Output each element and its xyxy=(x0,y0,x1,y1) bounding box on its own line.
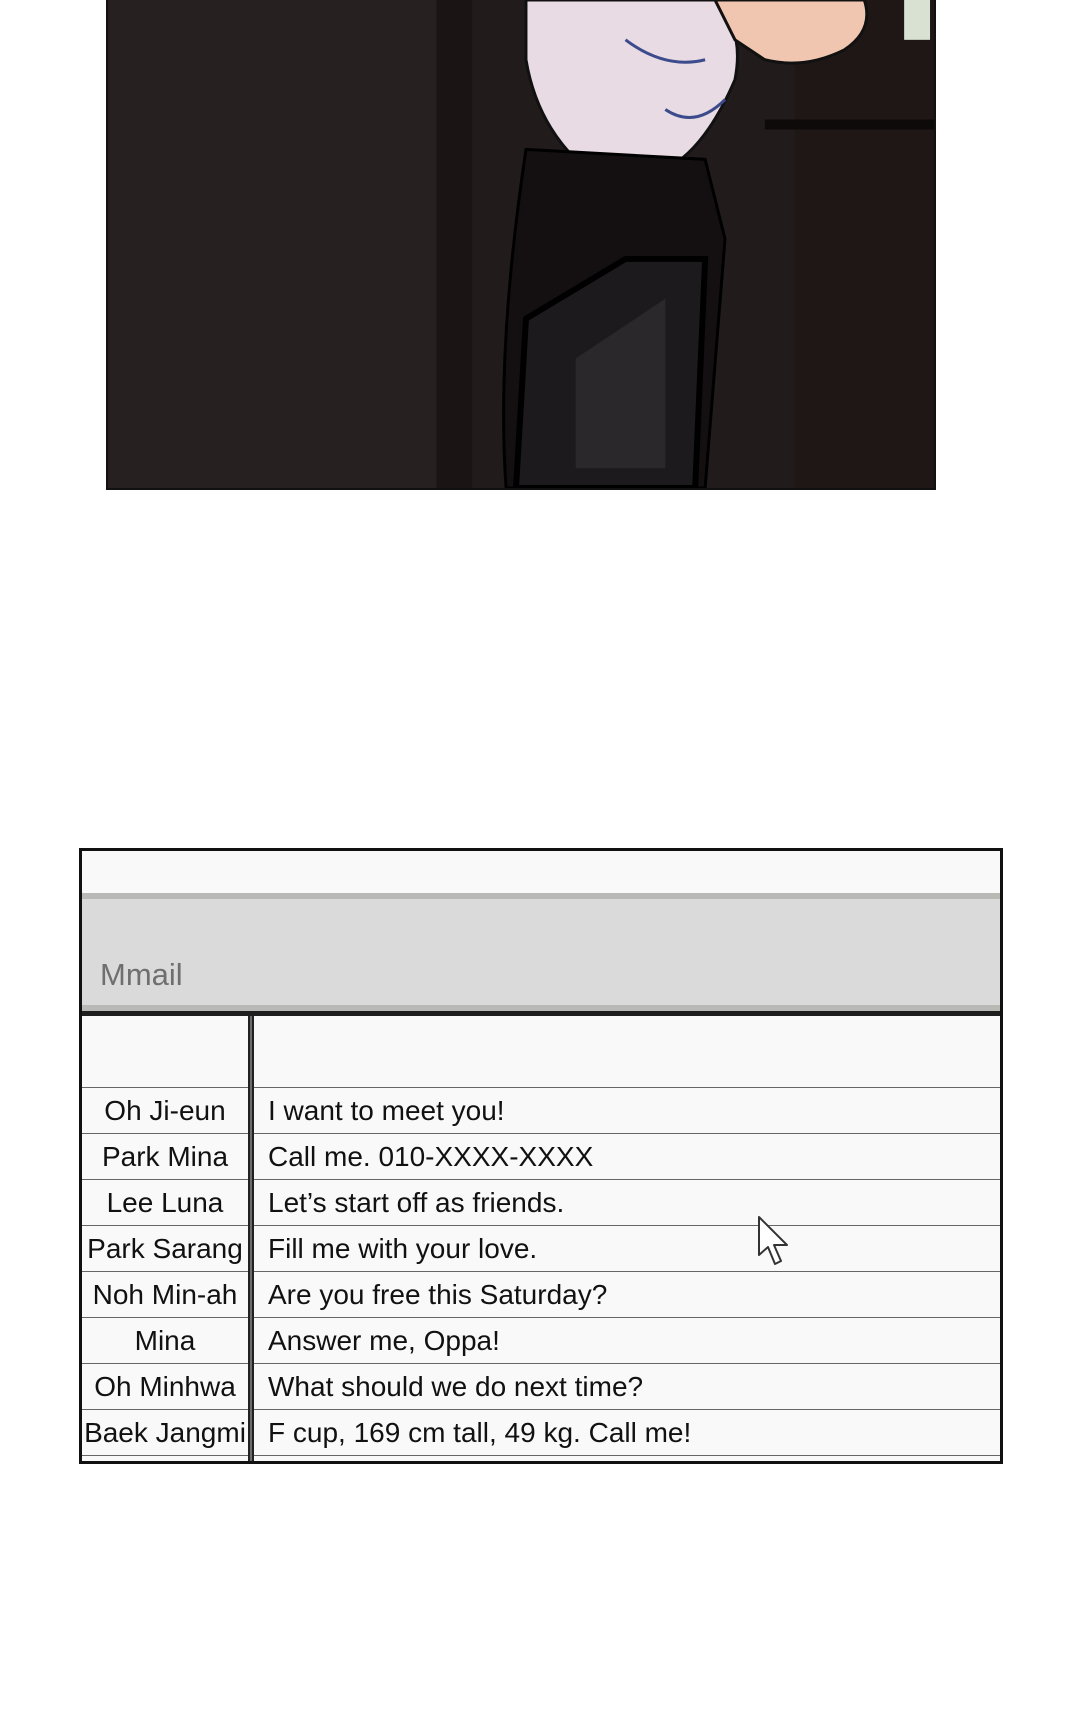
sender-cell: Noh Min-ah xyxy=(92,1278,238,1310)
subject-cell: Are you free this Saturday? xyxy=(268,1278,608,1310)
inbox-row[interactable] xyxy=(82,1272,1000,1318)
mail-title-bar xyxy=(82,851,1000,893)
sender-cell: Mina xyxy=(134,1324,196,1356)
mail-window xyxy=(79,848,1003,1464)
inbox-row[interactable] xyxy=(82,1364,1000,1410)
inbox-table xyxy=(82,1016,1000,1461)
mail-app-name: Mmail xyxy=(100,957,183,992)
comic-illustration xyxy=(108,0,934,488)
sender-cell: Oh Ji-eun xyxy=(104,1094,226,1126)
inbox-row[interactable] xyxy=(82,1226,1000,1272)
inbox-row[interactable] xyxy=(82,1410,1000,1456)
inbox-row[interactable] xyxy=(82,1318,1000,1364)
subject-cell: F cup, 169 cm tall, 49 kg. Call me! xyxy=(268,1416,692,1448)
sender-cell: Park Sarang xyxy=(87,1232,243,1264)
subject-cell: Answer me, Oppa! xyxy=(268,1324,500,1356)
sender-cell: Lee Luna xyxy=(106,1186,224,1218)
inbox-row[interactable] xyxy=(82,1180,1000,1226)
subject-cell: Fill me with your love. xyxy=(268,1232,538,1264)
mouse-cursor-icon xyxy=(756,1215,792,1269)
subject-cell: Call me. 010-XXXX-XXXX xyxy=(268,1140,594,1172)
sender-cell: Baek Jangmi xyxy=(84,1416,246,1448)
sender-cell: Park Mina xyxy=(101,1140,229,1172)
sender-cell: Oh Minhwa xyxy=(94,1370,236,1402)
inbox-table-header xyxy=(82,1016,1000,1088)
subject-cell: I want to meet you! xyxy=(268,1094,505,1126)
column-separator-inner xyxy=(250,1016,252,1461)
comic-panel-illustration xyxy=(106,0,936,490)
subject-cell: Let’s start off as friends. xyxy=(268,1186,565,1218)
inbox-row[interactable] xyxy=(82,1134,1000,1180)
inbox-row[interactable] xyxy=(82,1088,1000,1134)
mail-header-bar xyxy=(82,893,1000,1011)
subject-cell: What should we do next time? xyxy=(268,1370,644,1402)
